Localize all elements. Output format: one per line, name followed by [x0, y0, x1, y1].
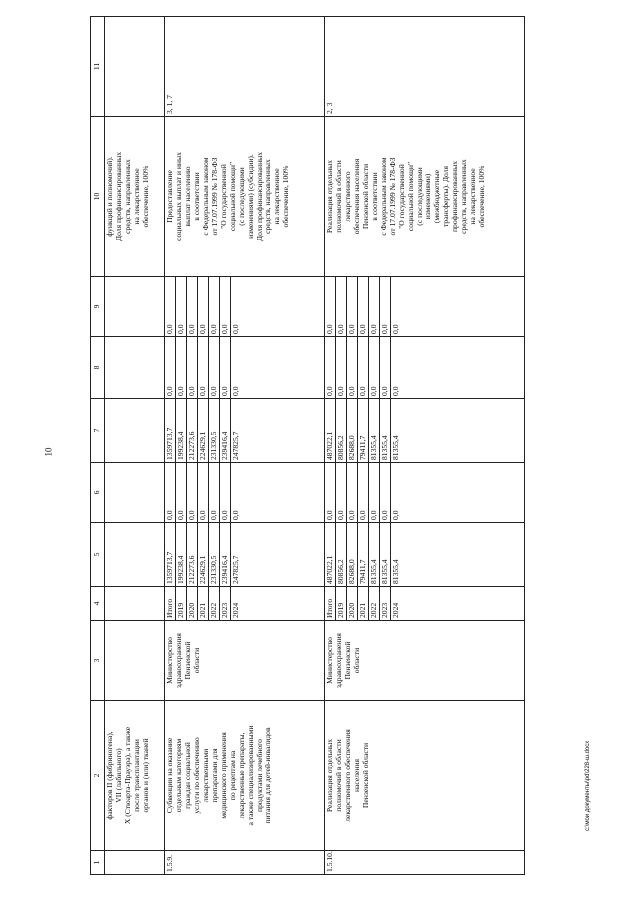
page-number: 10 [43, 447, 54, 457]
budget-table-sheet [90, 17, 530, 875]
footer-file-path: c:\мои документы\pd\228-ш.docx [585, 740, 591, 831]
value-cell: 2019 [176, 587, 187, 620]
value-cell: 0,0 [391, 324, 400, 334]
value-cell: 2020 [187, 587, 198, 620]
years-list [325, 587, 401, 620]
value-cell: 2022 [209, 587, 220, 620]
value-cell: 0,0 [220, 337, 231, 398]
value-cell: 0,0 [231, 324, 240, 334]
value-cell: 0,0 [220, 463, 231, 522]
header-cell: 3 [91, 621, 105, 701]
col5-list [165, 523, 241, 586]
value-cell: 79411,7 [358, 399, 369, 462]
value-cell: 81355,4 [369, 399, 380, 462]
value-cell: 2020 [347, 587, 358, 620]
value-cell: 247825,7 [231, 555, 240, 584]
value-cell: 2023 [380, 587, 391, 620]
value-cell: 231330,5 [209, 523, 220, 586]
col9-list [165, 277, 241, 336]
value-cell: 81355,4 [380, 399, 391, 462]
value-cell: 0,0 [336, 337, 347, 398]
value-cell: 487022,1 [325, 399, 336, 462]
value-cell: 0,0 [347, 463, 358, 522]
value-cell: 80856,2 [336, 399, 347, 462]
value-cell: 231330,5 [209, 399, 220, 462]
value-cell: 0,0 [187, 277, 198, 336]
value-cell: 2024 [391, 602, 400, 618]
col9-list [325, 277, 401, 336]
value-cell: 0,0 [209, 277, 220, 336]
value-cell: 80856,2 [336, 523, 347, 586]
value-cell: 0,0 [369, 277, 380, 336]
value-cell: 0,0 [198, 337, 209, 398]
value-cell: 2023 [220, 587, 231, 620]
value-cell: 0,0 [380, 463, 391, 522]
value-cell: 0,0 [336, 463, 347, 522]
value-cell: 82688,0 [347, 399, 358, 462]
value-cell: 0,0 [231, 510, 240, 520]
header-cell: 11 [91, 17, 105, 117]
activity-name: Реализация отдельных полномочий в области лекарственного обеспечения населения Пензенской области [325, 701, 525, 851]
value-cell: 0,0 [176, 463, 187, 522]
value-cell: Итого [325, 587, 336, 620]
value-cell: 0,0 [198, 277, 209, 336]
row-number: 1.5.10. [325, 851, 525, 875]
value-cell: 0,0 [209, 337, 220, 398]
value-cell: 81355,4 [391, 559, 400, 584]
header-cell: 9 [91, 277, 105, 337]
value-cell: 1359713,7 [165, 523, 176, 586]
col7-list [325, 399, 401, 462]
value-cell: 79411,7 [358, 523, 369, 586]
value-cell: 0,0 [231, 386, 240, 396]
value-cell: 0,0 [358, 337, 369, 398]
header-cell: 4 [91, 587, 105, 621]
header-cell: 10 [91, 117, 105, 277]
value-cell: 0,0 [325, 463, 336, 522]
col6-list [165, 463, 241, 522]
header-cell: 2 [91, 701, 105, 851]
value-cell: 0,0 [165, 463, 176, 522]
table-row [165, 17, 325, 875]
value-cell: 0,0 [336, 277, 347, 336]
header-cell: 1 [91, 851, 105, 875]
value-cell: 0,0 [358, 277, 369, 336]
value-cell: 82688,0 [347, 523, 358, 586]
value-cell: 1359713,7 [165, 399, 176, 462]
activity-name: Субвенции на оказание отдельным категориям граждан социальной услуги по обеспечению лекарственными препаратами для медицинского применения по рецептам на лекарственные препараты, а также специализированными продуктами лечебного питания для детей-инвалидов [165, 701, 325, 851]
value-cell: 0,0 [209, 463, 220, 522]
row-number [105, 851, 165, 875]
value-cell: 0,0 [391, 386, 400, 396]
value-cell: 81355,4 [380, 523, 391, 586]
value-cell: 0,0 [380, 337, 391, 398]
indicator-cell [105, 17, 165, 117]
indicator-cell: 2, 3 [325, 17, 525, 117]
value-cell: 239416,4 [220, 399, 231, 462]
executor [105, 621, 165, 701]
year-cell [105, 587, 165, 621]
budget-table [90, 16, 525, 875]
value-cell: 212273,6 [187, 399, 198, 462]
value-cell: 212273,6 [187, 523, 198, 586]
purpose-text: функций и полномочий). Доля профинансированных средств, направленных на лекарственное обеспечение, 100% [105, 117, 165, 277]
amount-cell [105, 399, 165, 463]
header-cell: 5 [91, 523, 105, 587]
amount-cell [105, 463, 165, 523]
value-cell: 0,0 [358, 463, 369, 522]
value-cell: 0,0 [347, 337, 358, 398]
value-cell: 0,0 [325, 337, 336, 398]
value-cell: 0,0 [380, 277, 391, 336]
value-cell: 81355,4 [369, 523, 380, 586]
value-cell: 2021 [198, 587, 209, 620]
executor: Министерство здравоохранения Пензенской области [325, 621, 525, 701]
row-number: 1.5.9. [165, 851, 325, 875]
value-cell: 0,0 [369, 337, 380, 398]
col8-list [165, 337, 241, 398]
value-cell: 247825,7 [231, 431, 240, 460]
value-cell: 0,0 [165, 277, 176, 336]
col8-list [325, 337, 401, 398]
value-cell: 81355,4 [391, 435, 400, 460]
executor: Министерство здравоохранения Пензенской области [165, 621, 325, 701]
table-row [325, 17, 525, 875]
value-cell: 0,0 [369, 463, 380, 522]
value-cell: 2022 [369, 587, 380, 620]
value-cell: 0,0 [391, 510, 400, 520]
amount-cell [105, 523, 165, 587]
value-cell: 0,0 [187, 337, 198, 398]
header-cell: 8 [91, 337, 105, 399]
value-cell: 0,0 [347, 277, 358, 336]
value-cell: 199238,4 [176, 399, 187, 462]
value-cell: 2021 [358, 587, 369, 620]
continuation-row [105, 17, 165, 875]
value-cell: 2024 [231, 602, 240, 618]
activity-name: факторов II (фибриногена), VII (лабильного) X (Стюарта-Прауэра), а также после трансплантации органов и (или) тканей [105, 701, 165, 851]
value-cell: 224629,1 [198, 523, 209, 586]
value-cell: 2019 [336, 587, 347, 620]
amount-cell [105, 277, 165, 337]
value-cell: 199238,4 [176, 523, 187, 586]
value-cell: 0,0 [325, 277, 336, 336]
col5-list [325, 523, 401, 586]
value-cell: 224629,1 [198, 399, 209, 462]
value-cell: 0,0 [187, 463, 198, 522]
purpose-text: Реализация отдельных полномочий в области лекарственного обеспечения населения Пензенской области в соответствии с Федеральным законом от 17.07.1999 № 178-ФЗ "О государственной социальной помощи" (с последующими изменениями) (межбюджетные трансферты). Доля профинансированных средств, направленных на лекарственное обеспечение, 100% [325, 117, 525, 277]
indicator-cell: 3, 1, 7 [165, 17, 325, 117]
col6-list [325, 463, 401, 522]
header-cell: 7 [91, 399, 105, 463]
value-cell: Итого [165, 587, 176, 620]
value-cell: 0,0 [165, 337, 176, 398]
purpose-text: Предоставление социальных выплат и иных выплат населению в соответствии с Федеральным законом от 17.07.1999 № 178-ФЗ "О государственной социальной помощи" (с последующими изменениями) (субсидии). Доля профинансированных средств, направленных на лекарственное обеспечение, 100% [165, 117, 325, 277]
col7-list [165, 399, 241, 462]
years-list [165, 587, 241, 620]
value-cell: 239416,4 [220, 523, 231, 586]
value-cell: 0,0 [176, 277, 187, 336]
value-cell: 0,0 [220, 277, 231, 336]
value-cell: 487022,1 [325, 523, 336, 586]
amount-cell [105, 337, 165, 399]
header-row [91, 17, 105, 875]
value-cell: 0,0 [198, 463, 209, 522]
value-cell: 0,0 [176, 337, 187, 398]
header-cell: 6 [91, 463, 105, 523]
